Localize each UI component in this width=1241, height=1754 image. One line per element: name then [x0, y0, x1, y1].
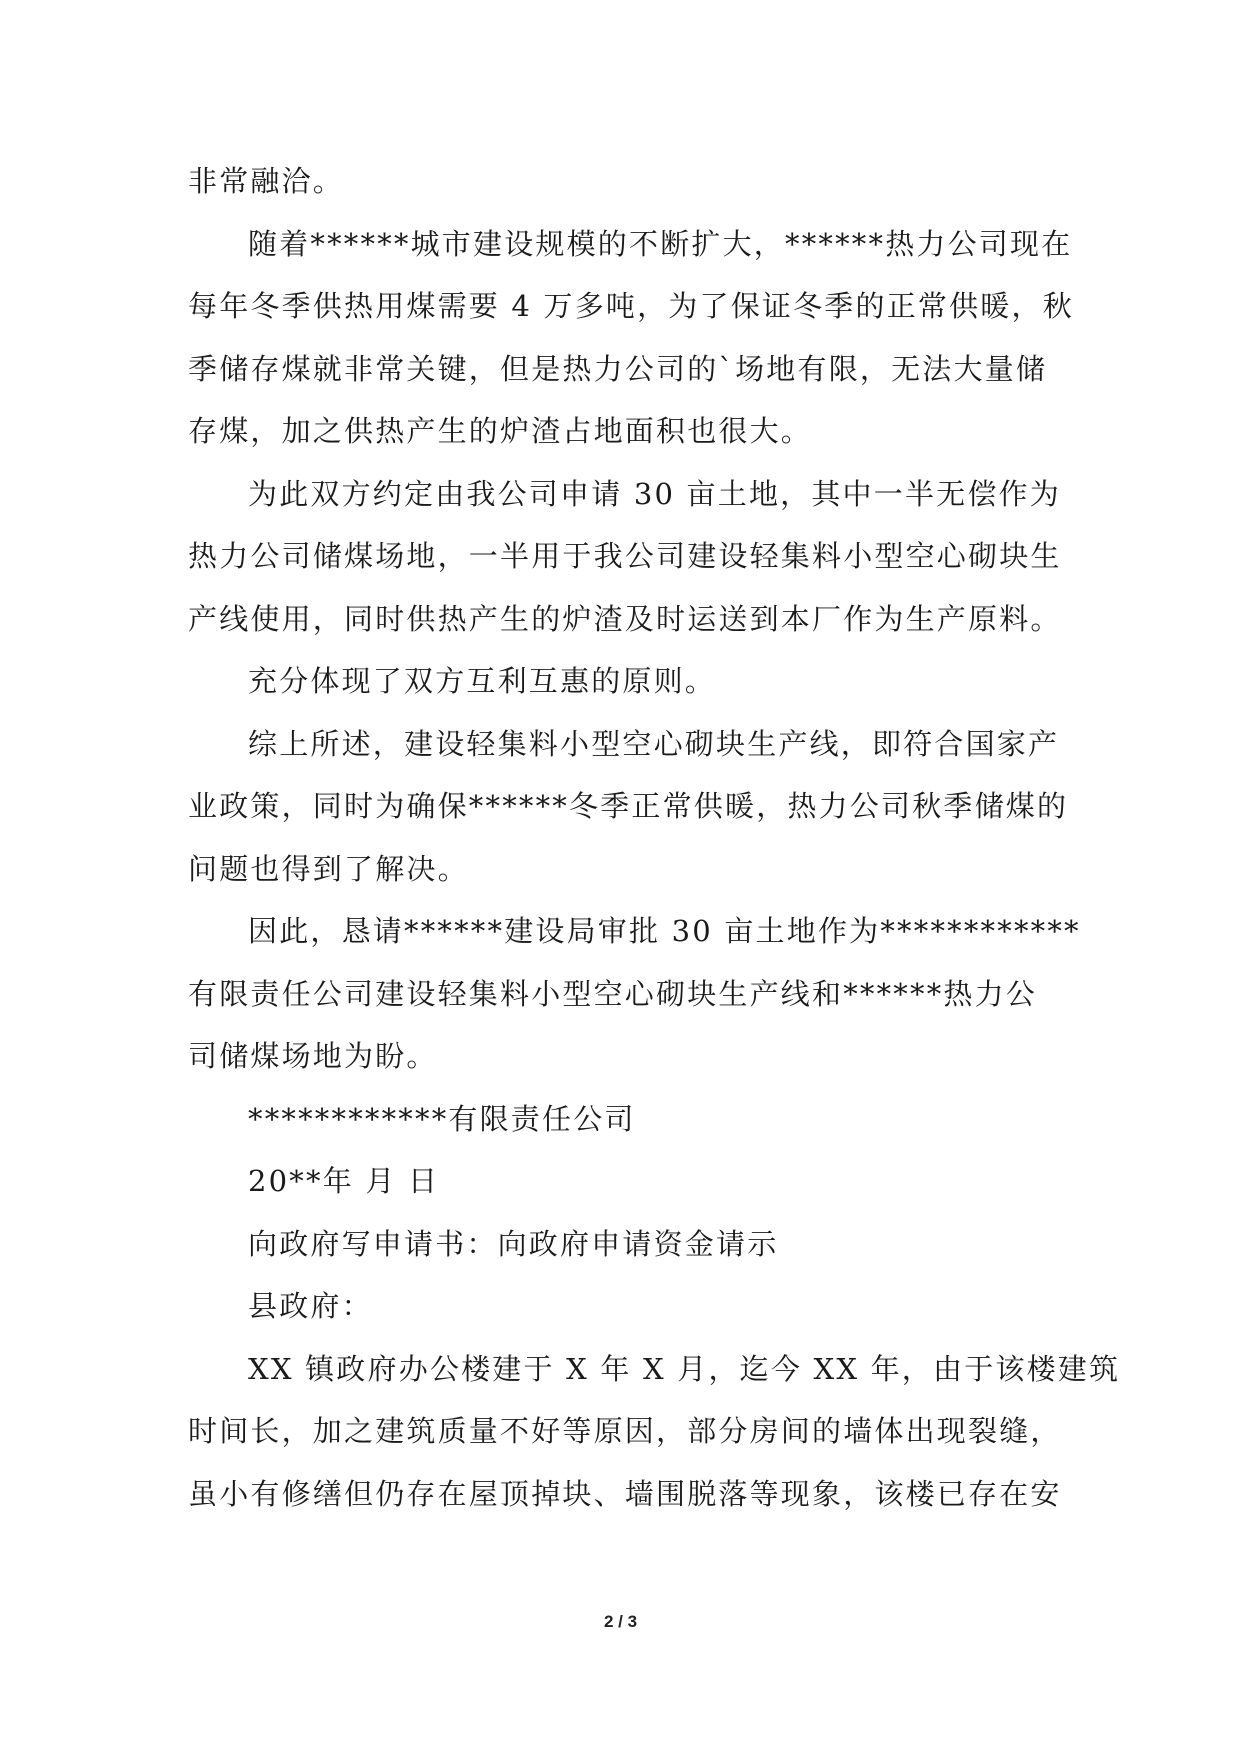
- salutation: 县政府：: [248, 1289, 373, 1323]
- text-line: 随着******城市建设规模的不断扩大，******热力公司现在: [248, 226, 1073, 261]
- text-line: 问题也得到了解决。: [188, 851, 469, 886]
- section-heading: 向政府写申请书：向政府申请资金请示: [248, 1226, 779, 1261]
- text-line: 存煤，加之供热产生的炉渣占地面积也很大。: [188, 414, 813, 448]
- text-line: 为此双方约定由我公司申请 30 亩土地，其中一半无偿作为: [248, 476, 1061, 511]
- text-line: XX 镇政府办公楼建于 X 年 X 月，迄今 XX 年，由于该楼建筑: [248, 1351, 1121, 1386]
- text-line: 因此，恳请******建设局审批 30 亩土地作为************: [248, 914, 1081, 948]
- text-line: 热力公司储煤场地，一半用于我公司建设轻集料小型空心砌块生: [188, 539, 1062, 573]
- text-line: 每年冬季供热用煤需要 4 万多吨，为了保证冬季的正常供暖，秋: [188, 289, 1074, 323]
- text-line: 有限责任公司建设轻集料小型空心砌块生产线和******热力公: [188, 976, 1038, 1011]
- signature-date: 20**年 月 日: [248, 1164, 440, 1198]
- page-number: 2 / 3: [603, 1612, 638, 1631]
- text-line: 充分体现了双方互利互惠的原则。: [248, 664, 717, 698]
- text-line: 综上所述，建设轻集料小型空心砌块生产线，即符合国家产: [248, 726, 1060, 761]
- text-line: 司储煤场地为盼。: [188, 1039, 438, 1073]
- text-line: 时间长，加之建筑质量不好等原因，部分房间的墙体出现裂缝，: [188, 1414, 1062, 1448]
- text-line: 虽小有修缮但仍存在屋顶掉块、墙围脱落等现象，该楼已存在安: [188, 1476, 1062, 1511]
- text-line: 季储存煤就非常关键，但是热力公司的`场地有限，无法大量储: [188, 351, 1048, 386]
- signature-company: ************有限责任公司: [248, 1101, 636, 1136]
- document-body: [188, 150, 1121, 1525]
- text-line: 业政策，同时为确保******冬季正常供暖，热力公司秋季储煤的: [188, 789, 1069, 823]
- text-line: 非常融洽。: [188, 164, 345, 198]
- text-line: 产线使用，同时供热产生的炉渣及时运送到本厂作为生产原料。: [188, 601, 1062, 636]
